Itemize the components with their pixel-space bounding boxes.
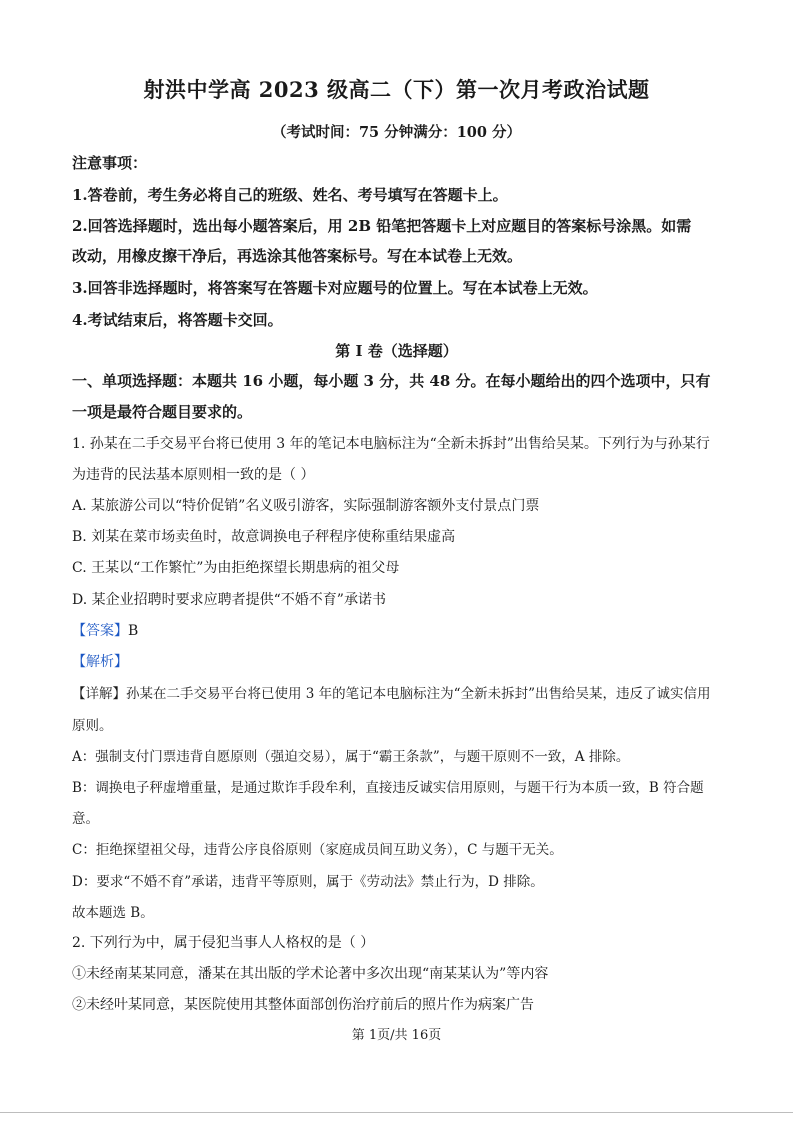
q1-conclusion: 故本题选 B。: [72, 905, 154, 921]
answer-value: B: [128, 623, 139, 639]
q1-expl-c: C：拒绝探望祖父母，违背公序良俗原则（家庭成员间互助义务），C 与题干无关。: [72, 842, 563, 858]
section-intro-line-2: 一项是最符合题目要求的。: [72, 403, 253, 421]
q1-expl-b-cont: 意。: [72, 811, 99, 827]
analysis-tag: 【解析】: [72, 654, 128, 670]
q1-expl-a: A：强制支付门票违背自愿原则（强迫交易），属于“霸王条款”，与题干原则不一致，A 排除。: [72, 749, 630, 765]
q1-option-c: C. 王某以“工作繁忙”为由拒绝探望长期患病的祖父母: [72, 560, 400, 576]
q2-item-1: ①未经南某某同意，潘某在其出版的学术论著中多次出现“南某某认为”等内容: [72, 966, 549, 982]
q1-stem-line-2: 为违背的民法基本原则相一致的是（ ）: [72, 467, 315, 483]
page-number: 第 1页/共 16页: [351, 1028, 442, 1043]
bottom-divider: [0, 1112, 793, 1113]
notice-item-2: 2.回答选择题时，选出每小题答案后，用 2B 铅笔把答题卡上对应题目的答案标号涂黑。如需: [72, 217, 692, 235]
answer-tag: 【答案】: [72, 623, 128, 639]
q1-expl-d: D：要求“不婚不育”承诺，违背平等原则，属于《劳动法》禁止行为，D 排除。: [72, 874, 544, 890]
section-intro-line-1: 一、单项选择题：本题共 16 小题，每小题 3 分，共 48 分。在每小题给出的四个选项中，只有: [72, 372, 711, 390]
q1-answer: [72, 620, 721, 640]
q1-detail-line-2: 原则。: [72, 718, 113, 734]
document-title: 射洪中学高 2023 级高二（下）第一次月考政治试题: [143, 77, 650, 102]
exam-info: （考试时间：75 分钟满分：100 分）: [271, 124, 522, 141]
notice-item-3: 3.回答非选择题时，将答案写在答题卡对应题号的位置上。写在本试卷上无效。: [72, 279, 598, 297]
notice-item-4: 4.考试结束后，将答题卡交回。: [72, 311, 283, 329]
q1-option-b: B. 刘某在菜市场卖鱼时，故意调换电子秤程序使称重结果虚高: [72, 529, 456, 545]
q1-stem-line-1: 1. 孙某在二手交易平台将已使用 3 年的笔记本电脑标注为“全新未拆封”出售给吴某。下列行为与孙某行: [72, 436, 710, 452]
notice-item-2-cont: 改动，用橡皮擦干净后，再选涂其他答案标号。写在本试卷上无效。: [72, 247, 523, 265]
section-title: 第 I 卷（选择题）: [335, 342, 458, 360]
detail-text: 孙某在二手交易平台将已使用 3 年的笔记本电脑标注为“全新未拆封”出售给吴某，违反了诚实信用: [126, 686, 711, 702]
detail-tag: 【详解】: [72, 686, 126, 702]
q2-item-2: ②未经叶某同意，某医院使用其整体面部创伤治疗前后的照片作为病案广告: [72, 997, 534, 1013]
q1-option-a: A. 某旅游公司以“特价促销”名义吸引游客，实际强制游客额外支付景点门票: [72, 498, 540, 514]
q1-expl-b: B：调换电子秤虚增重量，是通过欺诈手段牟利，直接违反诚实信用原则，与题干行为本质一致，B 符合题: [72, 780, 704, 796]
q1-option-d: D. 某企业招聘时要求应聘者提供“不婚不育”承诺书: [72, 592, 386, 608]
q2-stem: 2. 下列行为中，属于侵犯当事人人格权的是（ ）: [72, 935, 375, 951]
notice-heading: 注意事项：: [72, 154, 148, 172]
q1-detail-line-1: [72, 682, 721, 702]
notice-item-1: 1.答卷前，考生务必将自己的班级、姓名、考号填写在答题卡上。: [72, 186, 508, 204]
